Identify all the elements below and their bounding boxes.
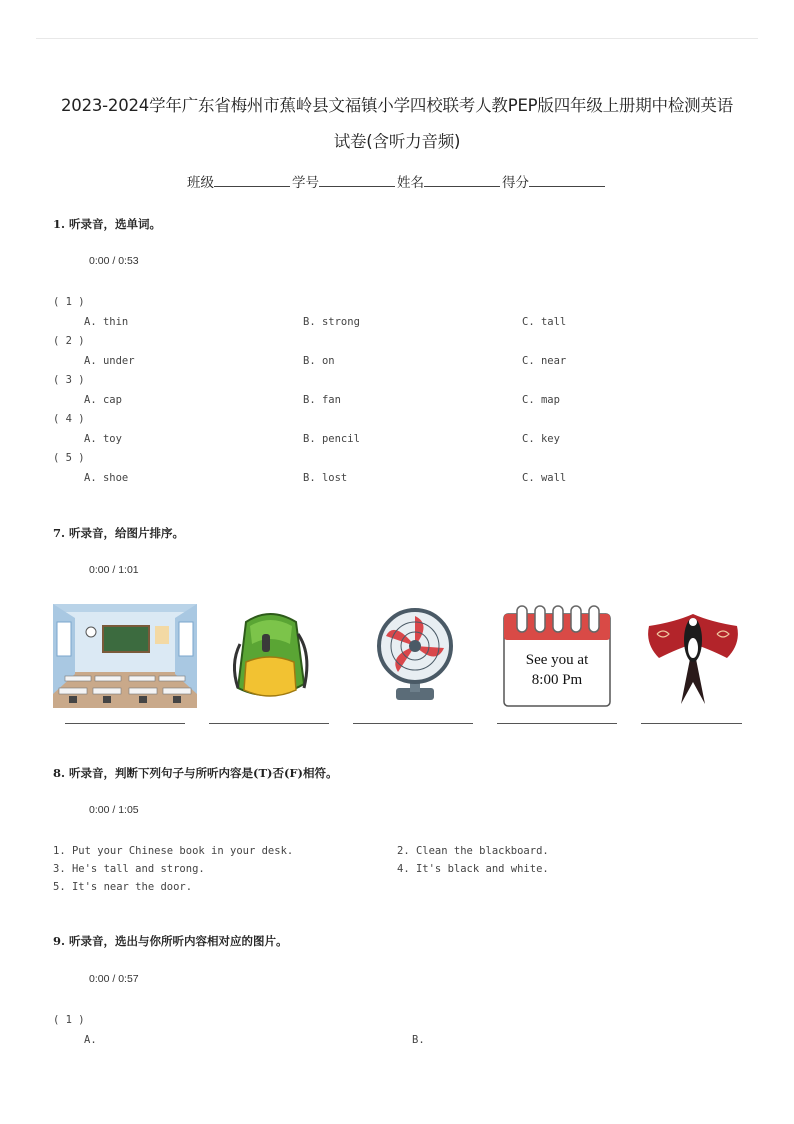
q1-item5-option-c[interactable]: C. wall: [522, 472, 567, 484]
q1-item3-option-a[interactable]: A. cap: [84, 394, 122, 406]
q1-item1-number: ( 1 ): [53, 296, 85, 308]
score-label: 得分: [502, 175, 529, 191]
calendar-text-line2: 8:00 Pm: [531, 672, 583, 688]
q1-item1-option-b[interactable]: B. strong: [303, 316, 360, 328]
calendar-picture: [503, 604, 611, 708]
q1-item5-option-b[interactable]: B. lost: [303, 472, 348, 484]
q1-item2-option-c[interactable]: C. near: [522, 355, 567, 367]
q8-audio-player[interactable]: 0:00 / 1:05: [89, 804, 139, 816]
q1-item1-option-a[interactable]: A. thin: [84, 316, 129, 328]
q1-item4-option-b[interactable]: B. pencil: [303, 433, 360, 445]
top-divider: [36, 38, 758, 39]
exam-title-line2: 试卷(含听力音频): [333, 132, 461, 151]
name-blank[interactable]: [424, 172, 500, 187]
q8-sentence-3: 3. He's tall and strong.: [53, 863, 205, 875]
q8-sentence-1: 1. Put your Chinese book in your desk.: [53, 845, 294, 857]
q9-heading: 9. 听录音，选出与你所听内容相对应的图片。: [53, 934, 288, 948]
exam-title-line1: 2023-2024学年广东省梅州市蕉岭县文福镇小学四校联考人教PEP版四年级上册期中检测英语: [60, 96, 734, 115]
q1-item4-option-a[interactable]: A. toy: [84, 433, 122, 445]
q1-item2-option-a[interactable]: A. under: [84, 355, 135, 367]
q8-sentence-2: 2. Clean the blackboard.: [397, 845, 549, 857]
q1-item3-option-c[interactable]: C. map: [522, 394, 560, 406]
answer-line-5[interactable]: [641, 723, 742, 724]
q1-item5-option-a[interactable]: A. shoe: [84, 472, 129, 484]
answer-line-2[interactable]: [209, 723, 329, 724]
q1-item5-number: ( 5 ): [53, 452, 85, 464]
class-label: 班级: [187, 175, 214, 191]
q1-item3-option-b[interactable]: B. fan: [303, 394, 341, 406]
number-label: 学号: [292, 175, 319, 191]
backpack-picture: [226, 604, 314, 708]
q1-item2-option-b[interactable]: B. on: [303, 355, 335, 367]
answer-line-4[interactable]: [497, 723, 617, 724]
number-blank[interactable]: [319, 172, 395, 187]
classroom-picture: [53, 604, 197, 708]
q8-sentence-5: 5. It's near the door.: [53, 881, 193, 893]
q1-audio-player[interactable]: 0:00 / 0:53: [89, 255, 139, 267]
q9-audio-player[interactable]: 0:00 / 0:57: [89, 973, 139, 985]
calendar-text-line1: See you at: [525, 652, 589, 668]
q8-sentence-4: 4. It's black and white.: [397, 863, 549, 875]
q9-item1-option-b[interactable]: B.: [412, 1034, 425, 1046]
q1-heading: 1. 听录音，选单词。: [53, 217, 162, 231]
answer-line-3[interactable]: [353, 723, 473, 724]
score-blank[interactable]: [529, 172, 605, 187]
answer-line-1[interactable]: [65, 723, 185, 724]
student-info-row: [0, 171, 794, 191]
q1-item4-option-c[interactable]: C. key: [522, 433, 560, 445]
q9-item1-number: ( 1 ): [53, 1014, 85, 1026]
name-label: 姓名: [397, 175, 424, 191]
class-blank[interactable]: [214, 172, 290, 187]
q1-item2-number: ( 2 ): [53, 335, 85, 347]
q8-heading: 8. 听录音，判断下列句子与所听内容是(T)否(F)相符。: [53, 766, 338, 780]
q9-item1-option-a[interactable]: A.: [84, 1034, 97, 1046]
q1-item1-option-c[interactable]: C. tall: [522, 316, 567, 328]
q7-audio-player[interactable]: 0:00 / 1:01: [89, 564, 139, 576]
fan-picture: [370, 604, 460, 708]
q7-heading: 7. 听录音，给图片排序。: [53, 526, 185, 540]
q1-item4-number: ( 4 ): [53, 413, 85, 425]
kite-picture: [645, 604, 742, 708]
q1-item3-number: ( 3 ): [53, 374, 85, 386]
